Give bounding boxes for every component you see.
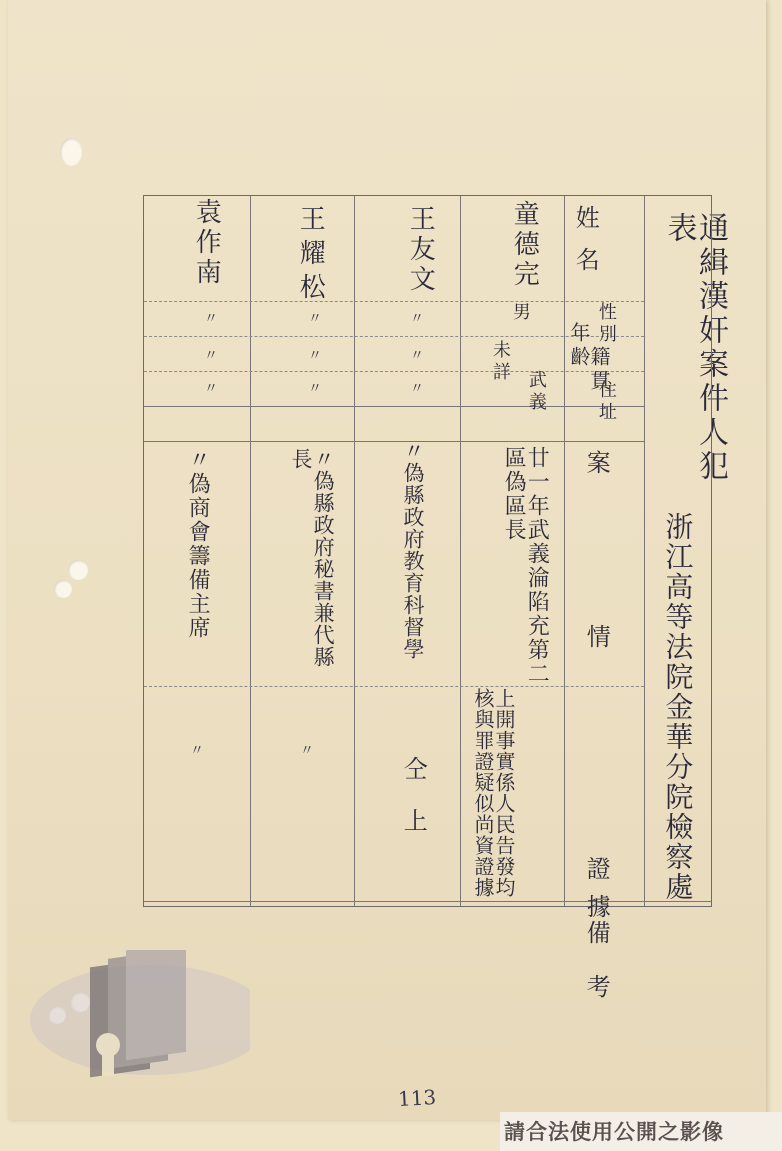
archive-watermark-logo — [0, 950, 250, 1100]
header-facts: 案情 — [582, 450, 611, 798]
row-1-sex: 男 — [509, 302, 531, 324]
row-3-sex: 〃 — [308, 311, 322, 327]
header-age: 年齡 — [567, 322, 591, 370]
row-1-native-place: 未詳 — [489, 340, 511, 384]
row-2-native-place: 〃 — [410, 348, 424, 364]
header-residence: 住址 — [595, 380, 617, 424]
personnel-table — [143, 195, 712, 907]
header-native-place: 籍貫 — [587, 346, 611, 394]
row-4-facts: 〃偽商會籌備主席 — [185, 448, 211, 640]
row-1-facts: 廿一年武義淪陷充第二區偽區長 — [501, 446, 550, 686]
row-1-residence: 武義 — [525, 370, 547, 414]
row-1-name: 童德完 — [509, 200, 540, 290]
row-2-facts: 〃偽縣政府教育科督學 — [401, 440, 426, 660]
row-3-native-place: 〃 — [308, 348, 322, 364]
punch-hole — [54, 580, 72, 598]
punch-hole — [60, 138, 82, 166]
row-2-name: 王友文 — [405, 205, 436, 295]
row-3-name: 王耀松 — [295, 205, 326, 307]
row-3-residence: 〃 — [308, 381, 322, 397]
header-evidence: 證據 — [582, 856, 611, 932]
agency-name: 浙江高等法院金華分院檢察處 — [661, 512, 695, 902]
row-4-name: 袁作南 — [191, 198, 222, 288]
document-title: 通緝漢奸案件人犯表 — [661, 212, 728, 484]
row-3-facts: 〃偽縣政府秘書兼代縣長 — [289, 448, 336, 668]
header-remarks: 備考 — [582, 920, 611, 1028]
row-4-sex: 〃 — [204, 311, 218, 327]
row-3-evidence: 〃 — [300, 743, 314, 759]
row-2-evidence: 仝上 — [399, 756, 428, 860]
punch-hole — [68, 560, 88, 580]
row-4-native-place: 〃 — [204, 348, 218, 364]
row-1-evidence: 上開事實係人民告發均核與罪證疑似尚資證據 — [471, 688, 516, 898]
header-sex: 性別 — [595, 302, 617, 346]
row-2-residence: 〃 — [410, 381, 424, 397]
row-4-evidence: 〃 — [190, 743, 204, 759]
row-2-sex: 〃 — [410, 311, 424, 327]
page-number: 113 — [397, 1085, 437, 1111]
header-name: 姓名 — [571, 205, 600, 289]
footer-notice: 請合法使用公開之影像 — [504, 1120, 724, 1144]
row-4-residence: 〃 — [204, 381, 218, 397]
